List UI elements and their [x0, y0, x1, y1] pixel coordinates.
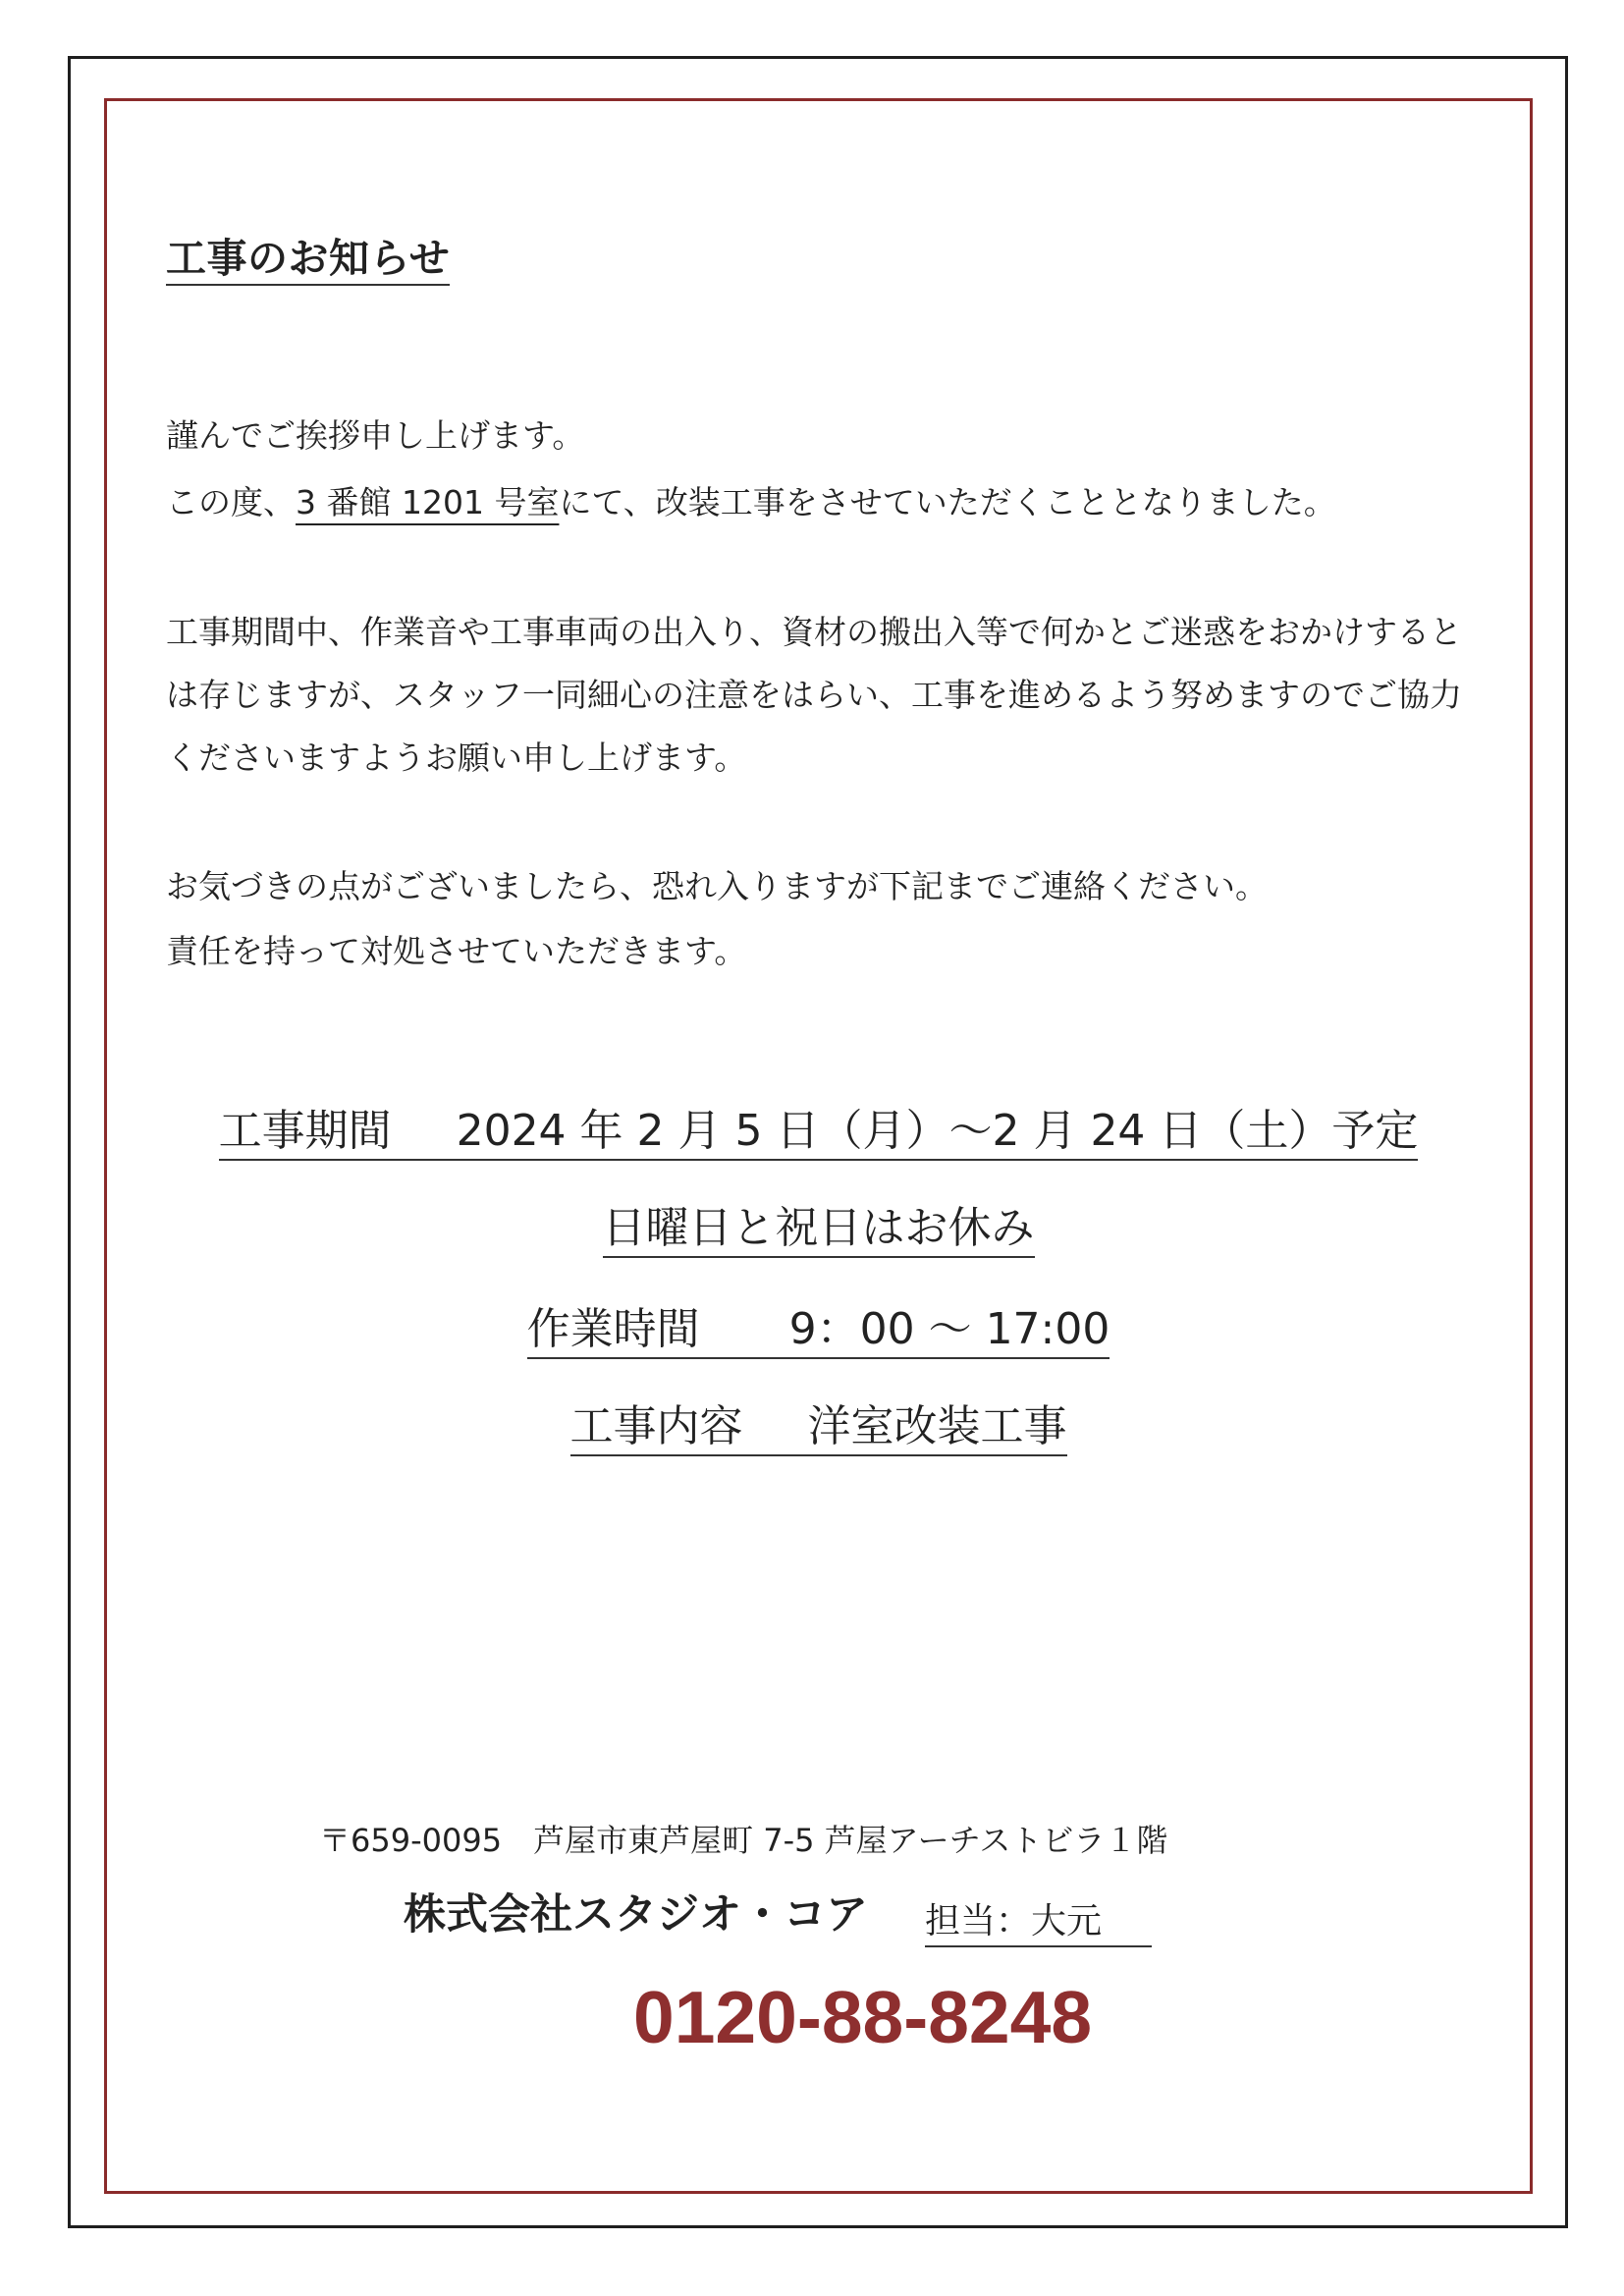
intro-line: [166, 469, 1336, 536]
work-content: [570, 1399, 1067, 1456]
paragraph-line: 工事期間中、作業音や工事車両の出入り、資材の搬出入等で何かとご迷惑をおかけすると: [166, 613, 1462, 651]
notice-title: 工事のお知らせ: [166, 233, 450, 286]
intro-paragraph: [166, 403, 1336, 536]
hours-value: 9：00 ～ 17:00: [788, 1304, 1110, 1354]
period-value: 2024 年 2 月 5 日（月）～2 月 24 日（土）予定: [456, 1106, 1419, 1156]
holiday-note-row: [104, 1201, 1533, 1258]
hours-label: 作業時間: [526, 1304, 700, 1354]
construction-period: [219, 1104, 1419, 1161]
content-label: 工事内容: [569, 1401, 743, 1451]
construction-period-row: [104, 1104, 1533, 1161]
apology-paragraph: [166, 601, 1462, 790]
paragraph-line: くださいますようお願い申し上げます。: [166, 738, 747, 777]
paragraph-line: 責任を持って対処させていただきます。: [166, 932, 747, 970]
contact-person: 担当：大元: [925, 1898, 1152, 1947]
contact-request-paragraph: [166, 854, 1268, 984]
greeting-line: 謹んでご挨拶申し上げます。: [166, 416, 585, 455]
intro-before: この度、: [166, 483, 296, 521]
paragraph-line: は存じますが、スタッフ一同細心の注意をはらい、工事を進めるよう努めますのでご協力: [166, 676, 1462, 714]
work-hours-row: [104, 1302, 1533, 1359]
company-address: 〒659-0095 芦屋市東芦屋町 7-5 芦屋アーチストビラ１階: [319, 1822, 1168, 1859]
work-hours: [527, 1302, 1110, 1359]
holiday-note: 日曜日と祝日はお休み: [603, 1201, 1035, 1258]
work-content-row: [104, 1399, 1533, 1456]
content-value: 洋室改装工事: [807, 1401, 1067, 1451]
period-label: 工事期間: [218, 1106, 392, 1156]
company-name: 株式会社スタジオ・コア: [404, 1890, 868, 1940]
phone-number: 0120-88-8248: [633, 1976, 1093, 2058]
intro-after: にて、改装工事をさせていただくこととなりました。: [559, 483, 1336, 521]
paragraph-line: お気づきの点がございましたら、恐れ入りますが下記までご連絡ください。: [166, 867, 1268, 905]
room-number: 3 番館 1201 号室: [296, 483, 560, 521]
